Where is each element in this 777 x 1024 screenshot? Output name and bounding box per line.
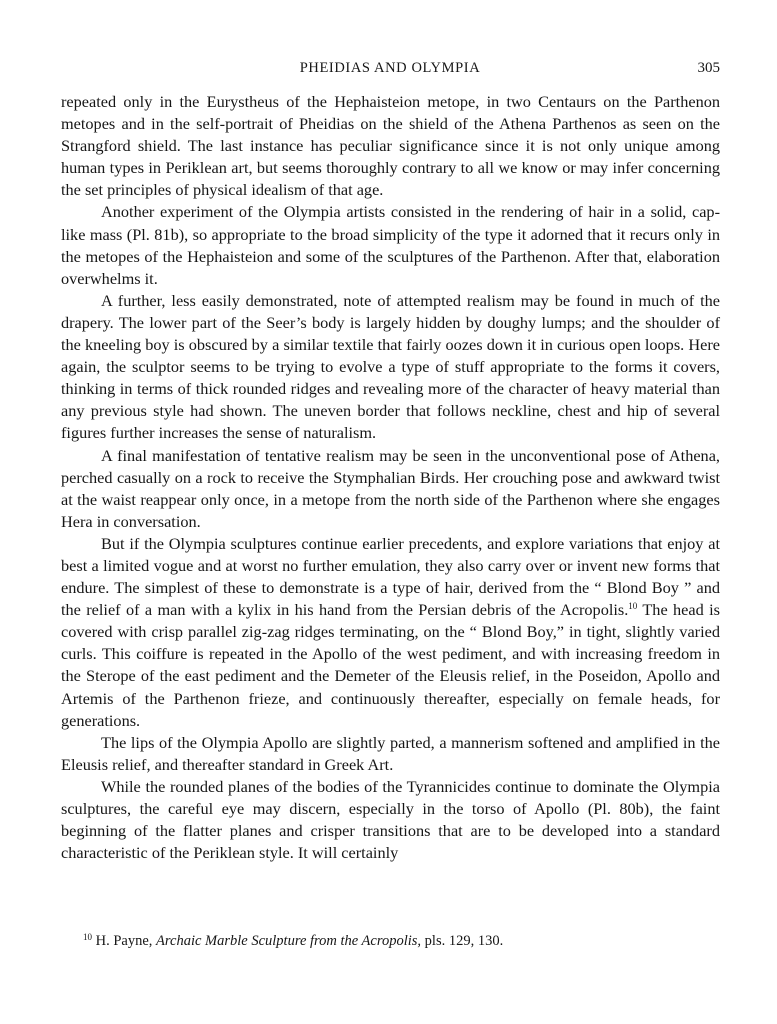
paragraph-6: The lips of the Olympia Apollo are slightly parted, a mannerism softened and amplified in the Eleusis relief, and thereafter standard in Greek Art. — [61, 732, 720, 774]
paragraph-7: While the rounded planes of the bodies of the Tyrannicides continue to dominate the Olympia sculptures, the careful eye may discern, especially in the torso of Apollo (Pl. 80b), the faint beginning of the flatter planes and crisper transitions that are to be developed into a standard characteristic of the Periklean style. It will certainly — [61, 776, 720, 863]
paragraph-2: Another experiment of the Olympia artists consisted in the rendering of hair in a solid, cap-like mass (Pl. 81b), so appropriate to the broad simplicity of the type it adorned that it recurs only in the metopes of the Hephaisteion and some of the sculptures of the Parthenon. After that, elaboration overwhelms it. — [61, 202, 720, 288]
paragraph-4: A final manifestation of tentative realism may be seen in the unconventional pose of Athena, perched casually on a rock to receive the Stymphalian Birds. Her crouching pose and awkward twist at the waist reappear only once, in a metope from the north side of the Parthenon where she engages Hera in conversation. — [61, 445, 720, 531]
paragraph-1: repeated only in the Eurystheus of the Hephaisteion metope, in two Centaurs on the Parthenon metopes and in the self-portrait of Pheidias on the shield of the Athena Parthenos as seen on the Strangford shield. The last instance has peculiar significance since it is not only unique among human types in Periklean art, but seems thoroughly contrary to all we know or may infer concerning the set principles of physical idealism of that age. — [61, 92, 720, 200]
running-head — [60, 60, 720, 82]
body-text — [61, 91, 720, 864]
footnote-reference[interactable]: 10 — [628, 601, 638, 612]
footnote-author: H. Payne, — [95, 933, 153, 949]
footnote-title: Archaic Marble Sculpture from the Acropolis, — [156, 933, 422, 949]
paragraph-5 — [61, 533, 720, 732]
footnote-number: 10 — [83, 932, 92, 942]
running-title: PHEIDIAS AND OLYMPIA — [299, 60, 481, 76]
paragraph-5-part-a: But if the Olympia sculptures continue earlier precedents, and explore variations that enjoy at best a limited vogue and at worst no further emulation, they also carry over or invent new forms that endure. The simplest of these to demonstrate is a type of hair, derived from the “ Blond Boy ” and the relief of a man with a kylix in his hand from the Persian debris of the Acropolis. — [61, 533, 720, 620]
footnote — [83, 932, 723, 950]
paragraph-3: A further, less easily demonstrated, note of attempted realism may be found in much of the drapery. The lower part of the Seer’s body is largely hidden by doughy lumps; and the shoulder of the kneeling boy is obscured by a similar textile that fairly oozes down it in curious open loops. Here again, the sculptor seems to be trying to evolve a type of stuff appropriate to the forms it covers, thinking in terms of thick rounded ridges and revealing more of the character of heavy material than any previous style had shown. The uneven border that follows neckline, chest and hip of several figures further increases the sense of naturalism. — [61, 290, 720, 443]
footnote-pages: pls. 129, 130. — [424, 933, 504, 949]
page-number: 305 — [697, 60, 720, 76]
paragraph-5-part-b: The head is covered with crisp parallel zig-zag ridges terminating, on the “ Blond Boy,” in tight, slightly varied curls. This coiffure is repeated in the Apollo of the west pediment, and with increasing freedom in the Sterope of the east pediment and the Demeter of the Eleusis relief, in the Poseidon, Apollo and Artemis of the Parthenon frieze, and continuously thereafter, especially on female heads, for generations. — [61, 600, 721, 730]
